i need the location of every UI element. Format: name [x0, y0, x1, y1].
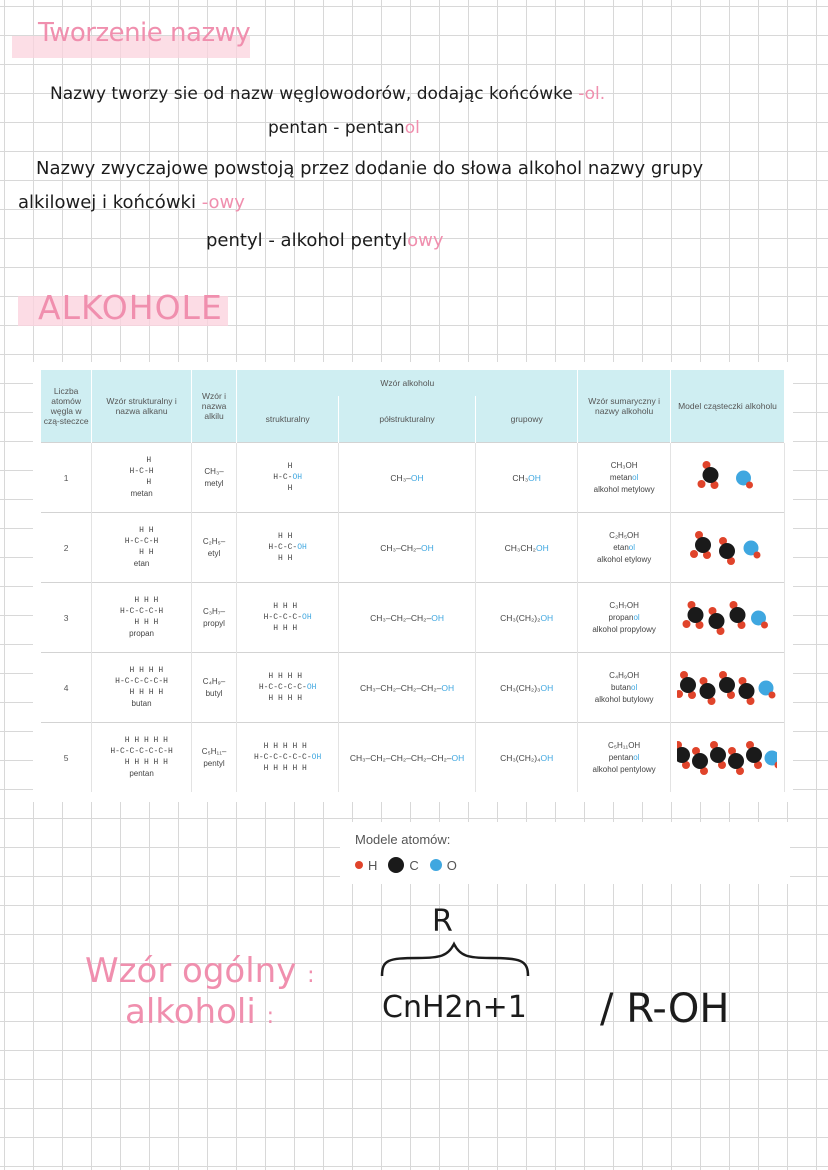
molecule-model-icon — [677, 668, 777, 708]
semi-oh: OH — [410, 472, 424, 483]
carbon-atom — [719, 543, 735, 559]
structural-cell — [237, 443, 339, 513]
carbon-atom — [680, 677, 696, 693]
carbon-atom — [688, 607, 704, 623]
alkyl-name: pentyl — [203, 758, 225, 768]
cn-formula: CnH2n+1 — [382, 990, 527, 1025]
alkane-structure: H H-C-H H — [129, 456, 154, 487]
semistructural-cell — [339, 513, 476, 583]
example-pentanol-suffix: ol — [404, 118, 420, 138]
structural-cell — [237, 513, 339, 583]
summary-cell — [578, 653, 671, 723]
header-structural: strukturalny — [237, 396, 339, 443]
structure-bottom: H H H — [273, 624, 298, 633]
legend-h: H — [368, 857, 378, 873]
alcohol-name-suffix: ol — [632, 472, 639, 482]
carbon-atom — [709, 613, 725, 629]
general-formula-label-1: Wzór ogólny — [85, 951, 297, 991]
molecule-model-icon — [677, 528, 777, 568]
naming-rule-line — [50, 84, 605, 104]
table-row — [41, 583, 785, 653]
structure-bottom: H H — [278, 554, 293, 563]
carbon-count-value: 3 — [63, 612, 69, 623]
summary-formula: C₄H₉OH — [609, 670, 640, 680]
group-cell — [476, 723, 578, 793]
structure-chain: H H H-C-C- — [268, 532, 298, 552]
carbon-count-value: 1 — [63, 472, 69, 483]
alkane-cell — [92, 513, 192, 583]
hydrogen-atom — [683, 620, 691, 628]
header-alkyl: Wzór i nazwa alkilu — [191, 370, 236, 443]
carbon-count — [41, 653, 92, 723]
alkane-cell — [92, 723, 192, 793]
common-names-text: alkilowej i końcówki — [18, 192, 202, 213]
example-pentylowy-suffix: owy — [407, 230, 444, 251]
model-cell — [670, 583, 784, 653]
carbon-atom — [677, 747, 690, 763]
group-chain: CH₃(CH₂)₂ — [500, 612, 541, 623]
alkyl-name: butyl — [205, 688, 223, 698]
alcohol-name-base: etan — [613, 542, 629, 552]
alcohol-name — [580, 472, 668, 484]
carbon-count-value: 5 — [63, 752, 69, 763]
semistructural-cell — [339, 443, 476, 513]
alcohol-name-base: propan — [608, 612, 634, 622]
carbon-atom — [703, 467, 719, 483]
alcohol-common-name: alkohol propylowy — [592, 624, 656, 634]
alkyl-cell — [191, 583, 236, 653]
alkyl-name: etyl — [207, 548, 221, 558]
hydrogen-atom — [698, 480, 706, 488]
curly-brace-icon — [378, 940, 534, 980]
structural-cell — [237, 653, 339, 723]
header-group: grupowy — [476, 396, 578, 443]
table-row — [41, 723, 785, 793]
semi-chain: CH₃–CH₂– — [380, 542, 422, 553]
summary-formula: C₅H₁₁OH — [608, 740, 641, 750]
alkyl-formula: CH₃– — [204, 466, 224, 476]
colon-2: : — [266, 1004, 275, 1029]
roh-formula: / R-OH — [600, 986, 730, 1032]
alcohol-name — [580, 752, 668, 764]
legend-items — [355, 857, 457, 873]
suffix-owy: -owy — [201, 192, 245, 213]
group-chain: CH₃(CH₂)₃ — [500, 682, 541, 693]
alcohol-table-card — [33, 362, 793, 802]
semi-oh: OH — [441, 682, 455, 693]
alkyl-cell — [191, 653, 236, 723]
structure-bottom: H — [287, 484, 293, 493]
carbon-atom — [710, 747, 726, 763]
group-chain: CH₃(CH₂)₄ — [500, 752, 541, 763]
alcohol-name-suffix: ol — [628, 542, 636, 552]
summary-cell — [578, 513, 671, 583]
carbon-dot-icon — [388, 857, 404, 873]
group-oh: OH — [540, 612, 554, 623]
semi-chain: CH₃–CH₂–CH₂–CH₂–CH₂– — [349, 752, 452, 763]
section-title-naming: Tworzenie nazwy — [38, 18, 251, 48]
alkane-cell — [92, 443, 192, 513]
structure-bottom: H H H H — [268, 694, 303, 703]
structure-bottom: H H H H H — [263, 764, 307, 773]
header-alcohol-formula: Wzór alkoholu — [237, 370, 578, 396]
group-chain: CH₃ — [512, 472, 529, 483]
alkyl-formula: C₃H₇– — [203, 606, 226, 616]
alcohol-name-base: pentan — [608, 752, 634, 762]
group-oh: OH — [540, 682, 554, 693]
alcohol-common-name: alkohol pentylowy — [592, 764, 656, 774]
carbon-atom — [692, 753, 708, 769]
alkane-cell — [92, 583, 192, 653]
alcohol-structure — [259, 671, 317, 704]
alkyl-formula: C₂H₅– — [202, 536, 226, 546]
model-cell — [670, 723, 784, 793]
group-cell — [476, 443, 578, 513]
alkyl-formula: C₄H₉– — [202, 676, 226, 686]
legend-title: Modele atomów: — [355, 832, 451, 847]
group-oh: OH — [528, 472, 541, 483]
semi-chain: CH₃–CH₂–CH₂–CH₂– — [359, 682, 442, 693]
general-formula-label — [85, 951, 315, 992]
alkane-name: propan — [129, 629, 155, 638]
semi-oh: OH — [421, 542, 434, 553]
summary-formula: CH₃OH — [610, 460, 638, 470]
alcohol-structure — [273, 461, 302, 494]
alkyl-formula: C₅H₁₁– — [201, 746, 227, 756]
alkyl-cell — [191, 513, 236, 583]
molecule-model-icon — [677, 598, 777, 638]
example-pentylowy — [206, 230, 444, 251]
alcohol-name-suffix: ol — [633, 612, 640, 622]
alcohol-common-name: alkohol butylowy — [594, 694, 654, 704]
alcohol-name-base: metan — [609, 472, 633, 482]
alkane-cell — [92, 653, 192, 723]
semistructural-cell — [339, 723, 476, 793]
model-cell — [670, 653, 784, 723]
carbon-atom — [700, 683, 716, 699]
carbon-count — [41, 443, 92, 513]
header-summary: Wzór sumaryczny i nazwy alkoholu — [578, 370, 671, 443]
alcohol-name-suffix: ol — [633, 752, 640, 762]
carbon-atom — [728, 753, 744, 769]
hydrogen-atom — [677, 690, 683, 698]
legend-o: O — [446, 857, 457, 873]
semi-oh: OH — [431, 612, 444, 623]
structure-oh: OH — [297, 543, 307, 552]
carbon-atom — [695, 537, 711, 553]
structure-oh: OH — [311, 753, 322, 762]
colon-1: : — [307, 963, 315, 988]
group-oh: OH — [535, 542, 549, 553]
structure-oh: OH — [302, 613, 312, 622]
carbon-count — [41, 723, 92, 793]
semistructural-cell — [339, 583, 476, 653]
table-row — [41, 443, 785, 513]
carbon-atom — [746, 747, 762, 763]
group-cell — [476, 653, 578, 723]
structural-cell — [237, 723, 339, 793]
structural-cell — [237, 583, 339, 653]
carbon-atom — [719, 677, 735, 693]
molecule-model-icon — [677, 738, 777, 778]
alkyl-name: propyl — [203, 618, 225, 628]
semi-chain: CH₃– — [390, 472, 411, 483]
alkane-name: butan — [131, 699, 152, 708]
alkane-structure: H H H H H H-C-C-C-C-C-H H H H H H — [110, 736, 173, 767]
alcohol-name-suffix: ol — [631, 682, 638, 692]
summary-cell — [578, 443, 671, 513]
summary-formula: C₃H₇OH — [609, 600, 639, 610]
alkyl-cell — [191, 723, 236, 793]
suffix-ol: -ol. — [578, 84, 606, 104]
semistructural-cell — [339, 653, 476, 723]
alkane-name: etan — [133, 559, 150, 568]
semi-chain: CH₃–CH₂–CH₂– — [370, 612, 432, 623]
header-semistructural: półstrukturalny — [339, 396, 476, 443]
common-names-line-b — [18, 192, 245, 213]
alcohol-name-base: butan — [610, 682, 632, 692]
header-carbon-count: Liczba atomów węgla w czą-steczce — [41, 370, 92, 443]
model-cell — [670, 513, 784, 583]
molecule-model-icon — [677, 458, 777, 498]
group-chain: CH₃CH₂ — [504, 542, 536, 553]
header-alkane: Wzór strukturalny i nazwa alkanu — [92, 370, 192, 443]
example-pentylowy-base: pentyl - alkohol pentyl — [206, 230, 408, 251]
summary-cell — [578, 583, 671, 653]
common-names-line-a: Nazwy zwyczajowe powstoją przez dodanie do słowa alkohol nazwy grupy — [36, 158, 704, 179]
hydrogen-atom — [746, 481, 753, 488]
structure-oh: OH — [292, 473, 303, 482]
alkyl-cell — [191, 443, 236, 513]
alcohol-common-name: alkohol etylowy — [596, 554, 652, 564]
group-cell — [476, 583, 578, 653]
alkane-name: pentan — [129, 769, 154, 778]
alkane-structure: H H H-C-C-H H H — [124, 526, 159, 557]
structure-chain: H H H H H-C-C-C-C- — [258, 672, 307, 692]
carbon-count — [41, 513, 92, 583]
hydrogen-atom — [754, 551, 761, 558]
alkane-structure: H H H H-C-C-C-H H H H — [119, 596, 164, 627]
carbon-count — [41, 583, 92, 653]
example-pentanol-base: pentan - pentan — [268, 118, 405, 138]
alcohol-table — [41, 370, 785, 792]
alcohol-name — [580, 682, 668, 694]
table-row — [41, 653, 785, 723]
alkane-name: metan — [130, 489, 153, 498]
carbon-count-value: 4 — [63, 682, 69, 693]
r-label: R — [432, 904, 453, 939]
carbon-count-value: 2 — [63, 542, 69, 553]
alcohol-name — [580, 612, 668, 624]
general-formula-label-line2 — [125, 992, 274, 1032]
structure-oh: OH — [306, 683, 317, 692]
structure-chain: H H H H H H-C-C-C-C-C- — [254, 742, 312, 762]
carbon-atom — [739, 683, 755, 699]
alkane-structure: H H H H H-C-C-C-C-H H H H H — [115, 666, 168, 697]
alcohol-common-name: alkohol metylowy — [593, 484, 655, 494]
general-formula-label-2: alkoholi — [125, 992, 256, 1032]
alcohol-structure — [264, 601, 312, 634]
summary-formula: C₂H₅OH — [609, 530, 640, 540]
hydrogen-atom — [690, 550, 698, 558]
hydrogen-atom — [769, 691, 776, 698]
oxygen-dot-icon — [430, 859, 442, 871]
naming-rule-text: Nazwy tworzy sie od nazw węglowodorów, dodając końcówke — [50, 84, 579, 104]
structure-chain: H H H H-C-C-C- — [263, 602, 303, 622]
alcohol-structure — [268, 531, 306, 564]
section-title-alkohole: ALKOHOLE — [38, 288, 223, 327]
carbon-atom — [730, 607, 746, 623]
table-row — [41, 513, 785, 583]
alkyl-name: metyl — [204, 478, 224, 488]
legend-c: C — [409, 857, 419, 873]
model-cell — [670, 443, 784, 513]
summary-cell — [578, 723, 671, 793]
example-pentanol — [268, 118, 420, 138]
alcohol-name — [580, 542, 668, 554]
hydrogen-dot-icon — [355, 861, 363, 869]
alcohol-structure — [254, 741, 321, 774]
header-model: Model cząsteczki alkoholu — [670, 370, 784, 443]
group-oh: OH — [540, 752, 554, 763]
structure-chain: H H-C- — [273, 462, 293, 482]
group-cell — [476, 513, 578, 583]
hydrogen-atom — [761, 621, 768, 628]
semi-oh: OH — [451, 752, 465, 763]
